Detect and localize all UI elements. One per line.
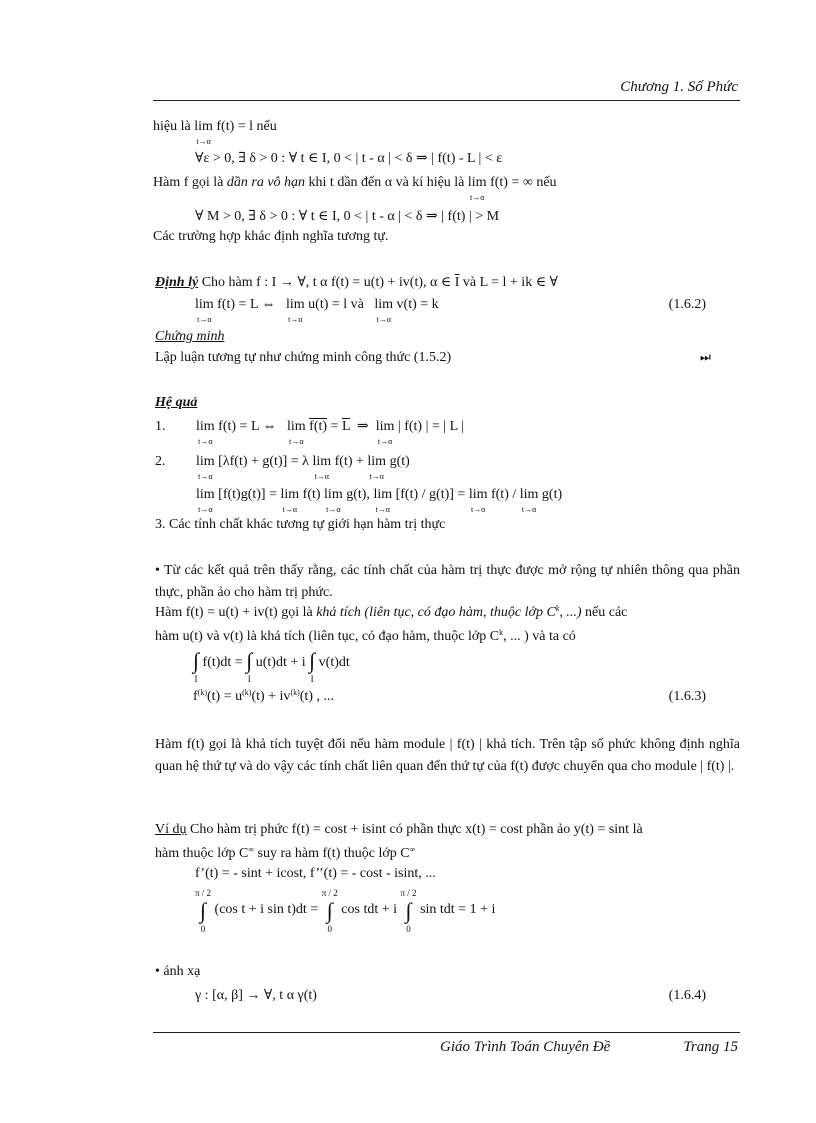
text: [f(t) / g(t)] = — [395, 487, 466, 502]
lim-label: lim — [312, 454, 332, 469]
text: f(t) = ∞ nếu — [490, 175, 557, 190]
integral-lower: I — [247, 674, 251, 684]
lim-sub: t→α — [198, 437, 213, 446]
lim-label: lim — [373, 487, 393, 502]
example-integral — [195, 886, 495, 936]
lim-label: lim — [196, 419, 215, 434]
text: f(t) = L ⇔ — [217, 297, 276, 312]
text: f — [193, 689, 198, 704]
integral-lower: I — [310, 674, 314, 684]
text: sin tdt = 1 + i — [420, 902, 496, 917]
superscript: k — [499, 628, 504, 637]
extension-paragraph: • Từ các kết quả trên thấy rằng, các tính chất của hàm trị thực được mở rộng tự nhiên thông qua phần thực, phần ảo cho hàm trị phức. — [155, 563, 740, 600]
book-title: Giáo Trình Toán Chuyên Đề — [440, 1039, 611, 1055]
lim-sub: t→α — [375, 505, 390, 514]
integral-sign: ∫ — [246, 648, 253, 673]
text: (t) = u — [207, 689, 243, 704]
text: f(t) — [302, 487, 321, 502]
corollary-2 — [196, 455, 410, 483]
absolute-integrability-paragraph: Hàm f(t) gọi là khả tích tuyệt đối nếu hàm module | f(t) | khả tích. Trên tập số phức không định nghĩa quan hệ thứ tự và do vậy các tính chất liên quan đến thứ tự của f(t) được chuyển qua cho module | f(t) |. — [155, 737, 740, 774]
text: f(t) / — [490, 487, 517, 502]
lim-sub: t→α — [470, 193, 485, 202]
lim-sub: t→α — [376, 315, 391, 324]
limit-def-line-2: ∀ε > 0, ∃ δ > 0 : ∀ t ∈ I, 0 < | t - α | < δ ⇒ | f(t) - L | < ε — [195, 151, 503, 166]
integral-lower: 0 — [406, 924, 411, 934]
lim-label: lim — [519, 487, 539, 502]
example-label: Ví dụ — [155, 822, 187, 837]
text: Cho hàm trị phức f(t) = cost + isint có phần thực x(t) = cost phần ảo y(t) = sint là — [190, 822, 643, 837]
integral-op — [246, 650, 252, 686]
superscript: k — [555, 604, 560, 613]
differentiable-def-line-2 — [155, 630, 576, 644]
lim-op — [373, 488, 392, 516]
end-of-proof-icon: ⏭ — [700, 350, 711, 364]
text: và L = l + ik ∈ ∀ — [462, 275, 559, 290]
integral-op — [401, 886, 417, 936]
lim-sub: t→α — [289, 437, 304, 446]
lim-label: lim — [468, 487, 488, 502]
lim-op — [280, 488, 299, 516]
integral-sign: ∫ — [200, 898, 207, 923]
lim-label: lim — [195, 297, 214, 312]
lim-sub: t→α — [470, 505, 486, 514]
lim-op — [312, 455, 331, 483]
integral-sign: ∫ — [309, 648, 316, 673]
proof-text: Lập luận tương tự như chứng minh công thức (1.5.2) — [155, 350, 452, 365]
lim-op — [376, 420, 395, 448]
text: g(t), — [346, 487, 370, 502]
equation-number: (1.6.4) — [668, 988, 706, 1003]
text: Hàm f gọi là — [153, 175, 224, 190]
text: = — [330, 419, 339, 434]
differentiable-def-line-1 — [155, 606, 627, 620]
text: Hàm f(t) = u(t) + iv(t) gọi là — [155, 605, 313, 620]
lim-sub: t→α — [196, 137, 211, 146]
proof-label: Chứng minh — [155, 329, 225, 344]
term-italic: dần ra vô hạn — [226, 175, 306, 190]
lim-op — [324, 488, 343, 516]
text: u(t) = l và — [308, 297, 364, 312]
lim-op — [468, 176, 487, 204]
lim-label: lim — [196, 487, 215, 502]
text: g(t) — [541, 487, 563, 502]
term-italic: , ...) — [559, 605, 582, 620]
lim-op — [195, 298, 214, 326]
text: f(t) = L ⇔ — [218, 419, 277, 434]
text: hàm u(t) và v(t) là khả tích (liên tục, có đạo hàm, thuộc lớp C — [155, 629, 500, 644]
corollary-label: Hệ quả — [155, 395, 198, 410]
lim-label: lim — [467, 175, 487, 190]
theorem-equation — [195, 298, 439, 326]
text: khi t dần đến α và kí hiệu là — [308, 175, 465, 190]
integral-op — [193, 650, 199, 686]
text: f(t) = l nếu — [216, 119, 277, 134]
integral-sign: ∫ — [193, 648, 200, 673]
text: , ... ) và ta có — [503, 629, 576, 644]
lim-label: lim — [367, 454, 387, 469]
corollary-3: 3. Các tính chất khác tương tự giới hạn hàm trị thực — [155, 517, 446, 532]
page-number: Trang 15 — [683, 1039, 738, 1055]
theorem-statement — [155, 276, 558, 290]
text: [f(t)g(t)] = — [218, 487, 277, 502]
lim-sub: t→α — [198, 505, 213, 514]
integral-op — [195, 886, 211, 936]
lim-label: lim — [280, 487, 300, 502]
mapping-label: • ánh xạ — [155, 964, 201, 979]
equation-number: (1.6.2) — [668, 297, 706, 312]
text: hiệu là — [153, 119, 191, 134]
lim-sub: t→α — [198, 472, 213, 481]
limit-def-line-1 — [153, 120, 277, 148]
integral-lower: I — [194, 674, 198, 684]
lim-sub: t→α — [197, 315, 212, 324]
footer-rule — [153, 1032, 740, 1033]
lim-sub: t→α — [521, 505, 537, 514]
superscript: ∞ — [409, 845, 416, 854]
closure-I: $\overline{I}$ — [454, 275, 460, 290]
other-cases-text: Các trường hợp khác định nghĩa tương tự. — [153, 229, 389, 244]
header-rule — [153, 100, 740, 101]
integral-lower: 0 — [327, 924, 332, 934]
lim-op — [196, 488, 215, 516]
text: (t) + iv — [251, 689, 291, 704]
corollary-num-2: 2. — [155, 454, 166, 469]
integral-equation — [193, 650, 350, 686]
lim-op — [374, 298, 393, 326]
superscript: ∞ — [248, 845, 255, 854]
term-italic: khả tích (liên tục, có đạo hàm, thuộc lớp C — [316, 605, 556, 620]
derivative-equation — [193, 690, 334, 704]
lim-label: lim — [286, 419, 306, 434]
corollary-num-1: 1. — [155, 419, 166, 434]
text: (t) , ... — [299, 689, 334, 704]
text: Cho hàm f : I → ∀, t α f(t) = u(t) + iv(t), α ∈ — [201, 275, 452, 290]
infinite-limit-def — [153, 176, 557, 204]
example-derivatives: f’(t) = - sint + icost, f’’(t) = - cost - isint, ... — [195, 866, 436, 881]
text: g(t) — [389, 454, 410, 469]
superscript: (k) — [290, 688, 300, 697]
lim-label: lim — [324, 487, 343, 502]
lim-op — [520, 488, 539, 516]
corollary-1 — [196, 420, 464, 448]
lim-label: lim — [285, 297, 305, 312]
text: v(t) = k — [396, 297, 439, 312]
integral-sign: ∫ — [405, 898, 412, 923]
lim-label: lim — [196, 454, 215, 469]
text: (cos t + i sin t)dt = — [214, 902, 319, 917]
lim-label: lim — [374, 297, 394, 312]
lim-op — [286, 298, 305, 326]
lim-op — [287, 420, 306, 448]
text: hàm thuộc lớp C — [155, 846, 249, 861]
conjugate-f: f(t) — [309, 419, 328, 434]
lim-label: lim — [375, 419, 395, 434]
text: f(t)dt = — [202, 655, 243, 670]
corollary-2-product-quotient — [196, 488, 562, 516]
lim-op — [367, 455, 386, 483]
integral-upper: π / 2 — [195, 888, 212, 898]
lim-sub: t→α — [326, 505, 341, 514]
integral-lower: 0 — [200, 924, 206, 934]
integral-op — [322, 886, 338, 936]
equation-number: (1.6.3) — [668, 689, 706, 704]
theorem-label: Định lý — [155, 275, 199, 290]
lim-sub: t→α — [369, 472, 384, 481]
conjugate-L: $\overline{L}$ — [341, 419, 350, 434]
integral-upper: π / 2 — [321, 888, 338, 898]
superscript: (k) — [197, 688, 207, 697]
text: v(t)dt — [318, 655, 350, 670]
integral-upper: π / 2 — [400, 888, 417, 898]
text: u(t)dt + i — [255, 655, 306, 670]
chapter-title: Chương 1. Số Phức — [620, 79, 738, 95]
lim-sub: t→α — [377, 437, 393, 446]
text: ⇒ — [357, 419, 369, 434]
text: suy ra hàm f(t) thuộc lớp C — [257, 846, 410, 861]
text: f(t) + — [334, 454, 364, 469]
text: [λf(t) + g(t)] = λ — [218, 454, 309, 469]
lim-label: lim — [194, 119, 213, 134]
superscript: (k) — [242, 688, 252, 697]
integral-sign: ∫ — [326, 898, 333, 923]
lim-op — [196, 420, 215, 448]
lim-op — [469, 488, 488, 516]
lim-op — [196, 455, 215, 483]
text: cos tdt + i — [341, 902, 398, 917]
example-line-1 — [155, 823, 643, 837]
lim-op — [194, 120, 213, 148]
text: nếu các — [585, 605, 628, 620]
lim-sub: t→α — [282, 505, 298, 514]
mapping-equation: γ : [α, β] → ∀, t α γ(t) — [195, 988, 317, 1003]
text: | f(t) | = | L | — [397, 419, 464, 434]
lim-sub: t→α — [288, 315, 303, 324]
integral-op — [309, 650, 315, 686]
lim-sub: t→α — [314, 472, 329, 481]
example-line-2 — [155, 847, 415, 861]
infinite-limit-condition: ∀ M > 0, ∃ δ > 0 : ∀ t ∈ I, 0 < | t - α | < δ ⇒ | f(t) | > M — [195, 209, 500, 224]
